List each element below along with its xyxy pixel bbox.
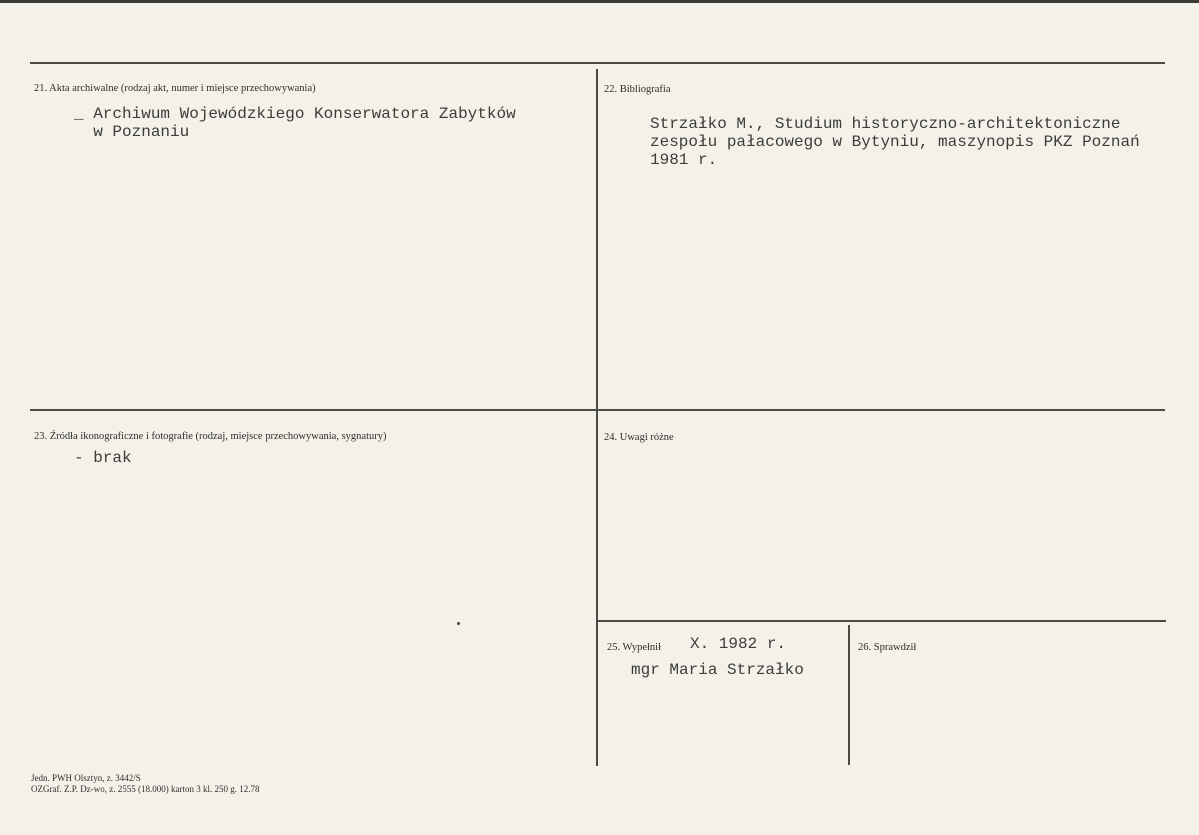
section-22-entry-line-1: Strzałko M., Studium historyczno-architektoniczne — [650, 115, 1121, 133]
section-24-label: 24. Uwagi różne — [604, 432, 674, 443]
section-25-date: X. 1982 r. — [690, 635, 787, 653]
top-rule — [30, 62, 1165, 64]
section-21-entry-line-1: _ Archiwum Wojewódzkiego Konserwatora Zabytków — [74, 105, 516, 123]
section-22-label: 22. Bibliografia — [604, 84, 671, 95]
section-25-label: 25. Wypełnił — [607, 642, 662, 653]
print-imprint-line-1: Jedn. PWH Olsztyn, z. 3442/S — [31, 773, 141, 783]
section-22-entry-line-2: zespołu pałacowego w Bytyniu, maszynopis PKZ Poznań — [650, 133, 1140, 151]
center-divider — [596, 69, 598, 766]
section-23-label: 23. Źródła ikonograficzne i fotografie (rodzaj, miejsce przechowywania, sygnatury) — [34, 431, 387, 442]
section-23-entry: - brak — [74, 449, 132, 467]
section-26-label: 26. Sprawdził — [858, 642, 917, 653]
print-imprint — [31, 773, 259, 795]
print-imprint-line-2: OZGraf. Z.P. Dz-wo, z. 2555 (18.000) karton 3 kl. 250 g. 12.78 — [31, 784, 260, 794]
section-22-entry-line-3: 1981 r. — [650, 151, 718, 169]
section-25-name: mgr Maria Strzałko — [631, 661, 804, 679]
signature-rule — [598, 620, 1166, 622]
ink-speck — [457, 622, 460, 625]
section-21-label: 21. Akta archiwalne (rodzaj akt, numer i miejsce przechowywania) — [34, 83, 316, 94]
section-21-entry-line-2: w Poznaniu — [74, 123, 190, 141]
signature-divider — [848, 625, 850, 765]
